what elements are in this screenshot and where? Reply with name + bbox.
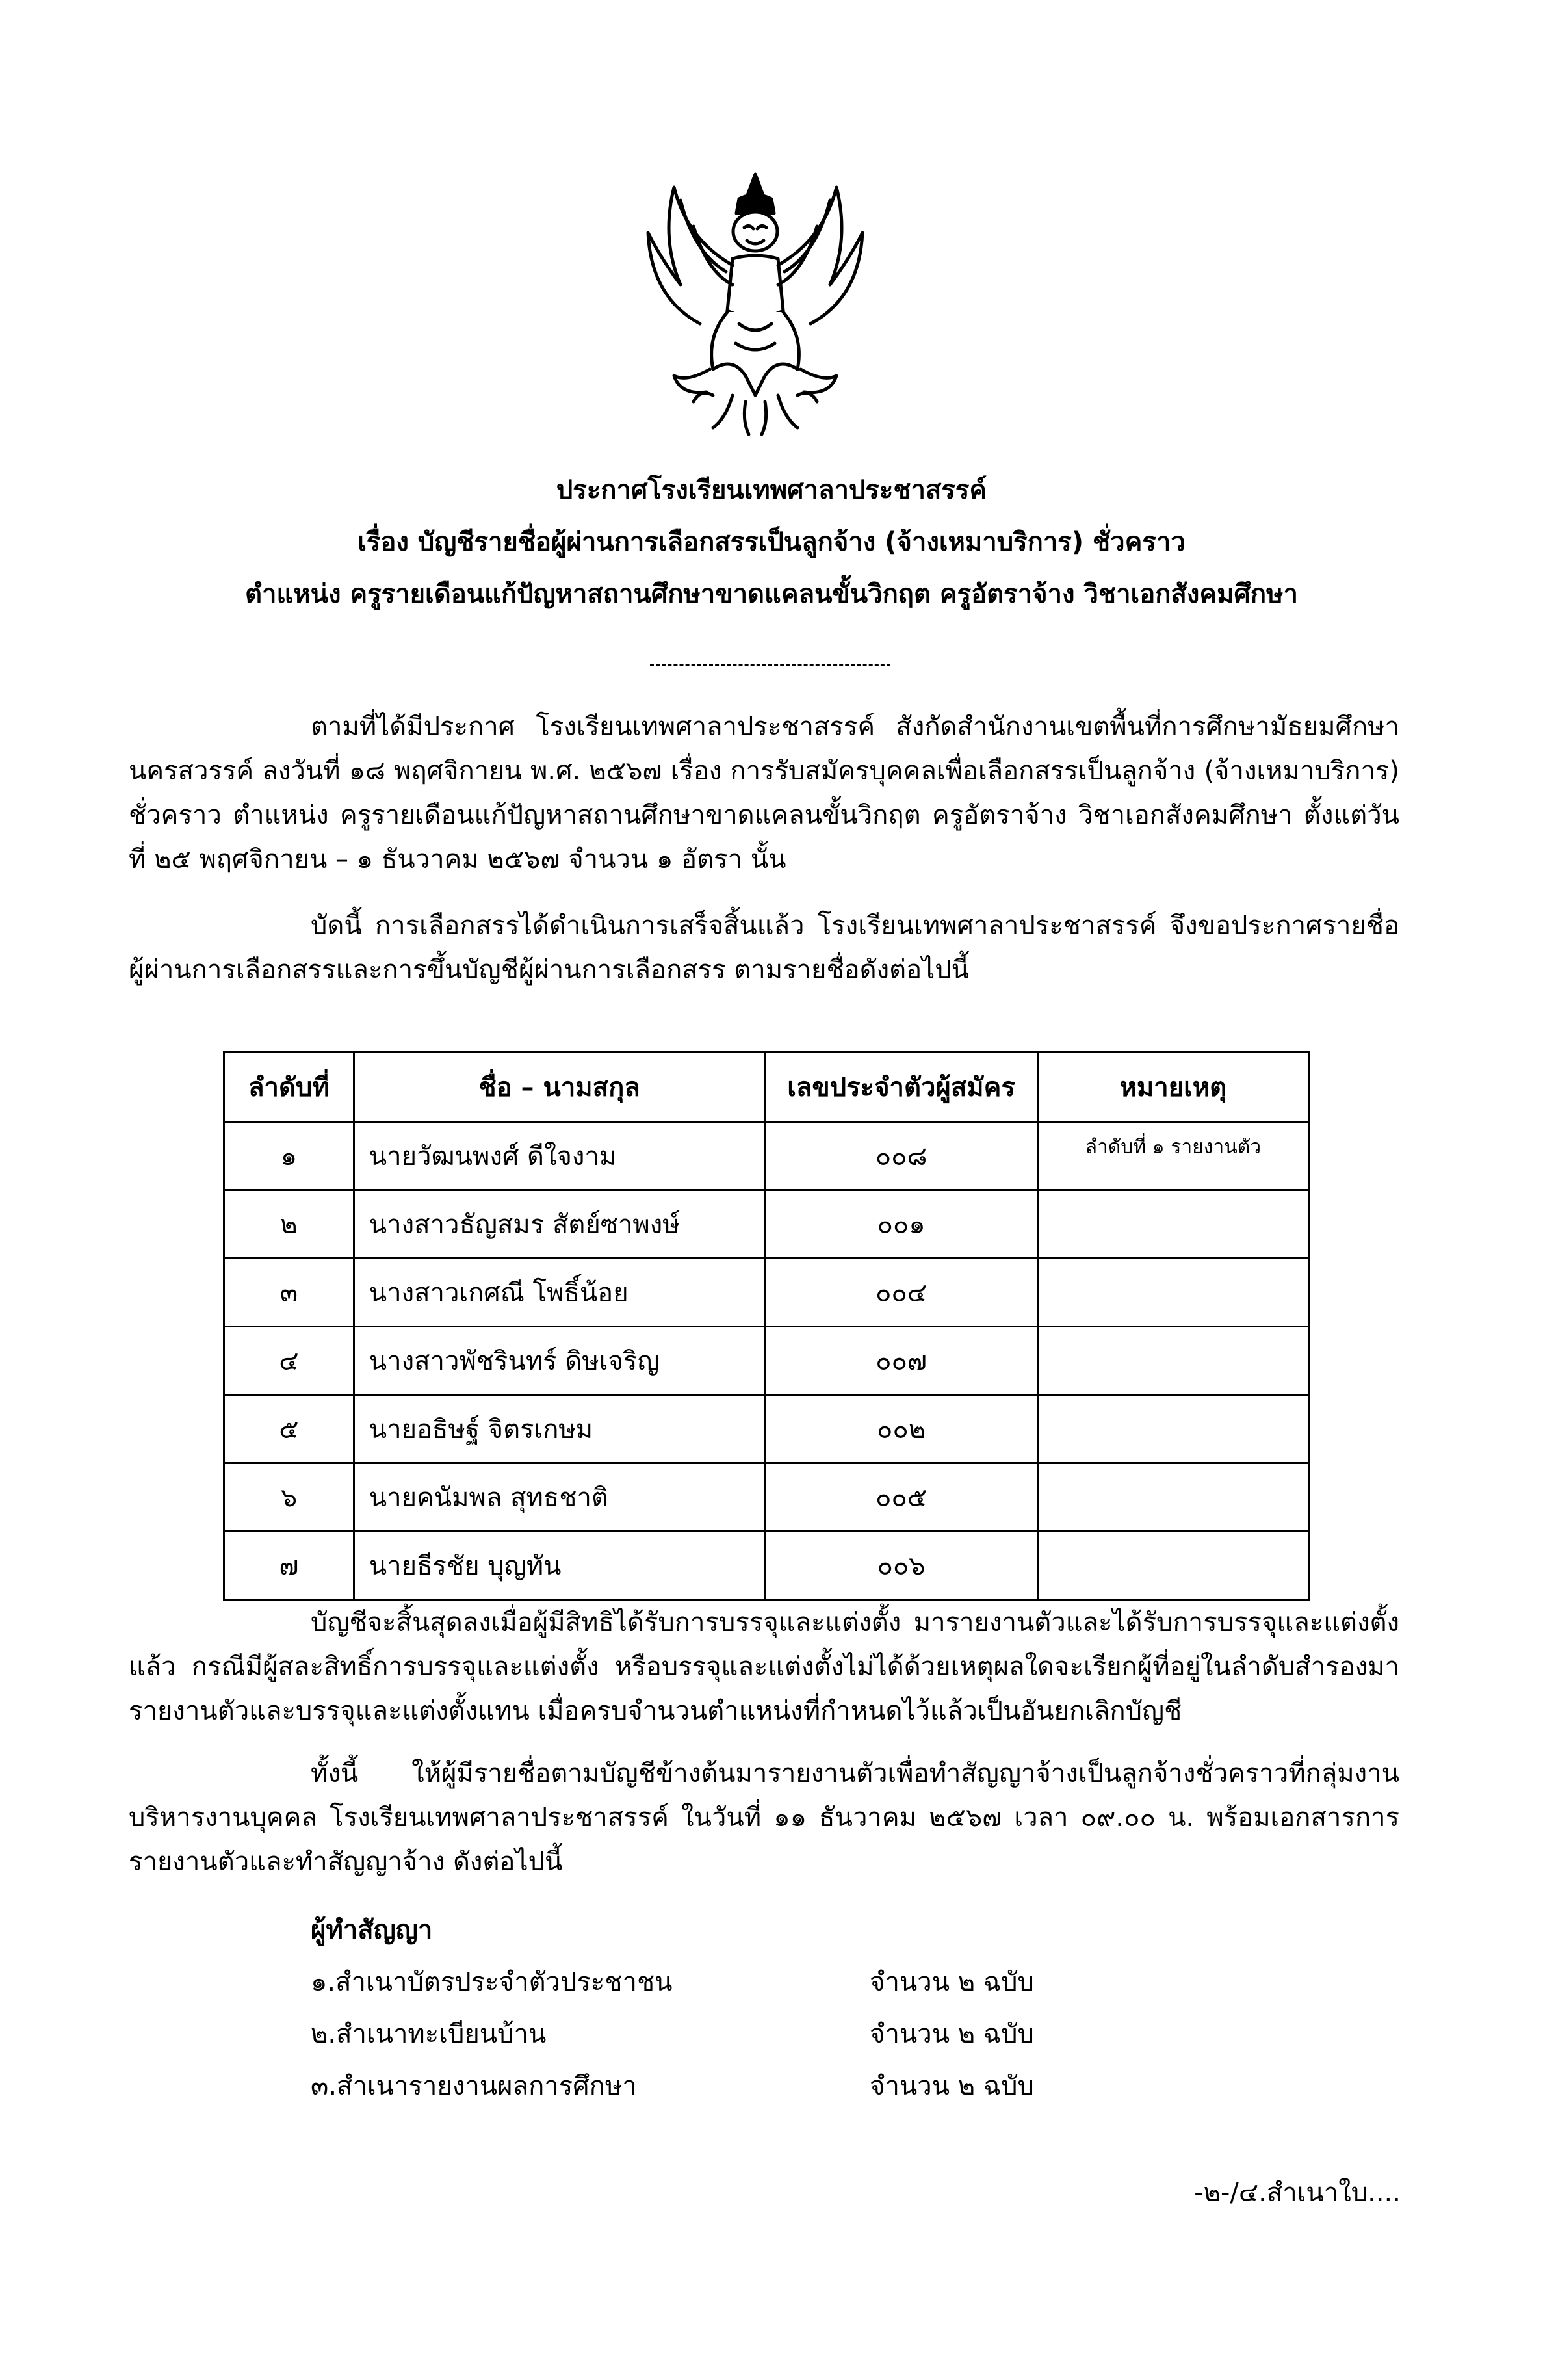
table-row (224, 1395, 1309, 1463)
cell-order: ๓ (224, 1259, 354, 1327)
table-row (224, 1463, 1309, 1532)
cell-remark (1037, 1532, 1308, 1600)
cell-applicant-id: ๐๐๕ (765, 1463, 1037, 1532)
document-item-label: ๒.สำเนาทะเบียนบ้าน (311, 2019, 547, 2049)
cell-applicant-id: ๐๐๑ (765, 1190, 1037, 1259)
cell-remark (1037, 1327, 1308, 1395)
cell-remark (1037, 1259, 1308, 1327)
cell-applicant-id: ๐๐๗ (765, 1327, 1037, 1395)
announcement-position: ตำแหน่ง ครูรายเดือนแก้ปัญหาสถานศึกษาขาดแคลนขั้นวิกฤต ครูอัตราจ้าง วิชาเอกสังคมศึกษา (245, 579, 1298, 609)
candidate-table (223, 1051, 1310, 1601)
cell-remark (1037, 1463, 1308, 1532)
cell-name: นางสาวพัชรินทร์ ดิษเจริญ (354, 1327, 765, 1395)
paragraph-selection-result: บัดนี้ การเลือกสรรได้ดำเนินการเสร็จสิ้นแล้ว โรงเรียนเทพศาลาประชาสรรค์ จึงขอประกาศรายชื่อผู้ผ่านการเลือกสรรและการขึ้นบัญชีผู้ผ่านการเลือกสรร ตามรายชื่อดังต่อไปนี้ (129, 911, 1399, 985)
column-header-remark: หมายเหตุ (1037, 1053, 1308, 1122)
cell-order: ๗ (224, 1532, 354, 1600)
cell-name: นายคนัมพล สุทธชาติ (354, 1463, 765, 1532)
cell-order: ๑ (224, 1122, 354, 1190)
documents-heading: ผู้ทำสัญญา (311, 1915, 433, 1945)
table-row (224, 1122, 1309, 1190)
table-row (224, 1327, 1309, 1395)
cell-applicant-id: ๐๐๒ (765, 1395, 1037, 1463)
table-row (224, 1190, 1309, 1259)
cell-order: ๕ (224, 1395, 354, 1463)
cell-order: ๔ (224, 1327, 354, 1395)
column-header-order: ลำดับที่ (224, 1053, 354, 1122)
cell-applicant-id: ๐๐๔ (765, 1259, 1037, 1327)
document-item-label: ๑.สำเนาบัตรประจำตัวประชาชน (311, 1967, 673, 1997)
cell-applicant-id: ๐๐๖ (765, 1532, 1037, 1600)
column-header-applicant-id: เลขประจำตัวผู้สมัคร (765, 1053, 1037, 1122)
table-row (224, 1532, 1309, 1600)
page-continuation-note: -๒-/๔.สำเนาใบ.... (1194, 2178, 1401, 2208)
cell-remark (1037, 1190, 1308, 1259)
column-header-name: ชื่อ – นามสกุล (354, 1053, 765, 1122)
document-item-label: ๓.สำเนารายงานผลการศึกษา (311, 2071, 637, 2101)
cell-name: นายอธิษฐ์ จิตรเกษม (354, 1395, 765, 1463)
cell-order: ๖ (224, 1463, 354, 1532)
announcement-subject: เรื่อง บัญชีรายชื่อผู้ผ่านการเลือกสรรเป็นลูกจ้าง (จ้างเหมาบริการ) ชั่วคราว (357, 527, 1186, 557)
paragraph-report-instructions: ทั้งนี้ ให้ผู้มีรายชื่อตามบัญชีข้างต้นมารายงานตัวเพื่อทำสัญญาจ้างเป็นลูกจ้างชั่วคราวที่กลุ่มงานบริหารงานบุคคล โรงเรียนเทพศาลาประชาสรรค์ ในวันที่ ๑๑ ธันวาคม ๒๕๖๗ เวลา ๐๙.๐๐ น. พร้อมเอกสารการรายงานตัวและทำสัญญาจ้าง ดังต่อไปนี้ (129, 1759, 1399, 1877)
table-header-row (224, 1053, 1309, 1122)
cell-order: ๒ (224, 1190, 354, 1259)
cell-remark: ลำดับที่ ๑ รายงานตัว (1037, 1122, 1308, 1190)
paragraph-announcement-reference: ตามที่ได้มีประกาศ โรงเรียนเทพศาลาประชาสรรค์ สังกัดสำนักงานเขตพื้นที่การศึกษามัธยมศึกษานครสวรรค์ ลงวันที่ ๑๘ พฤศจิกายน พ.ศ. ๒๕๖๗ เรื่อง การรับสมัครบุคคลเพื่อเลือกสรรเป็นลูกจ้าง (จ้างเหมาบริการ) ชั่วคราว ตำแหน่ง ครูรายเดือนแก้ปัญหาสถานศึกษาขาดแคลนขั้นวิกฤต ครูอัตราจ้าง วิชาเอกสังคมศึกษา ตั้งแต่วันที่ ๒๕ พฤศจิกายน – ๑ ธันวาคม ๒๕๖๗ จำนวน ๑ อัตรา นั้น (129, 712, 1399, 874)
cell-name: นางสาวเกศณี โพธิ์น้อย (354, 1259, 765, 1327)
cell-applicant-id: ๐๐๘ (765, 1122, 1037, 1190)
document-item-quantity: จำนวน ๒ ฉบับ (870, 2071, 1034, 2101)
document-item-quantity: จำนวน ๒ ฉบับ (870, 2019, 1034, 2049)
table-row (224, 1259, 1309, 1327)
cell-remark (1037, 1395, 1308, 1463)
cell-name: นายธีรชัย บุญทัน (354, 1532, 765, 1600)
dashed-divider (650, 664, 890, 666)
garuda-emblem (635, 161, 875, 441)
document-item-quantity: จำนวน ๒ ฉบับ (870, 1967, 1034, 1997)
cell-name: นายวัฒนพงศ์ ดีใจงาม (354, 1122, 765, 1190)
paragraph-list-expiry: บัญชีจะสิ้นสุดลงเมื่อผู้มีสิทธิได้รับการบรรจุและแต่งตั้ง มารายงานตัวและได้รับการบรรจุและแต่งตั้งแล้ว กรณีมีผู้สละสิทธิ์การบรรจุและแต่งตั้ง หรือบรรจุและแต่งตั้งไม่ได้ด้วยเหตุผลใดจะเรียกผู้ที่อยู่ในลำดับสำรองมารายงานตัวและบรรจุและแต่งตั้งแทน เมื่อครบจำนวนตำแหน่งที่กำหนดไว้แล้วเป็นอันยกเลิกบัญชี (129, 1608, 1399, 1726)
announcement-title: ประกาศโรงเรียนเทพศาลาประชาสรรค์ (556, 475, 987, 505)
cell-name: นางสาวธัญสมร สัตย์ซาพงษ์ (354, 1190, 765, 1259)
